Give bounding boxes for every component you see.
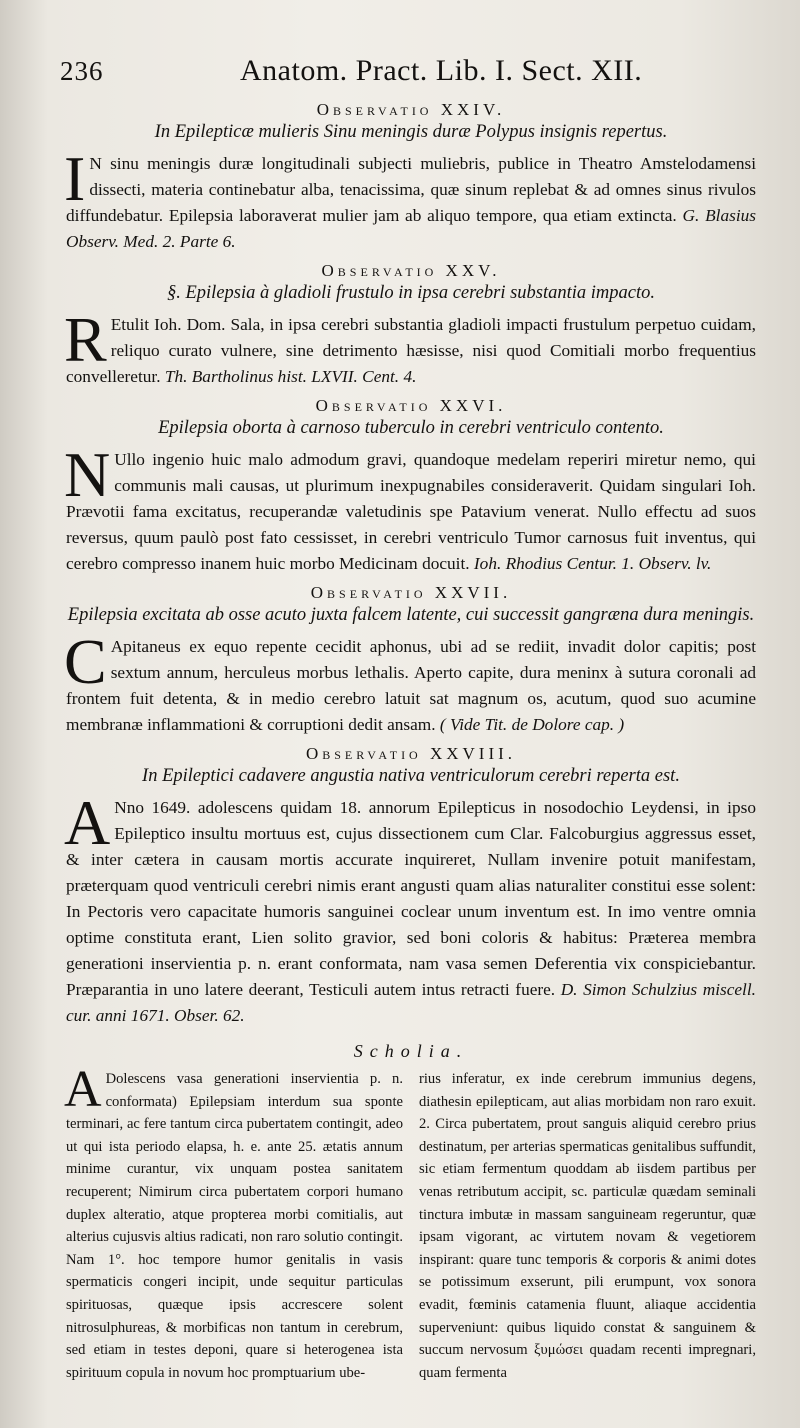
scholia-title: Scholia.	[353, 1041, 469, 1061]
observation-citation: ( Vide Tit. de Dolore cap. )	[439, 715, 625, 734]
drop-cap: R	[64, 304, 107, 375]
scholia-left-text: Dolescens vasa generationi inservientia p. n. conformata) Epilepsiam interdum sua sponte terminari, ac fere tantum circa pubertatem contingit, adeo ut qui ista periodo elapsa, h. e. ante 25. ætatis annum minime curantur, vix unquam postea sanitatem recuperent; Nimirum circa pubertatem corpori humano duplex alteratio, atque propterea morbi comitialis, aut alterius cujusvis altius radicati, non raro solutio contingit. Nam 1°. hoc tempore humor genitalis in vasis spermaticis congeri incipit, unde sequitur particulas spirituosas, quæque ipsis accrescere solent nitrosulphureas, & morbificas non tantum in cerebrum, sed etiam in testes deponi, quare si heterogenea ista spirituum copula in novum hoc promptuarium ube-	[66, 1071, 403, 1381]
observation-heading: Observatio XXVII.	[310, 583, 512, 602]
observation-28	[66, 744, 756, 1029]
drop-cap: N	[64, 439, 111, 510]
observation-25	[66, 261, 756, 390]
scholia-right-column	[419, 1068, 756, 1384]
observation-body	[64, 304, 756, 390]
observation-heading: Observatio XXIV.	[316, 100, 506, 119]
observation-citation: G. Blasius Observ. Med. 2. Parte 6.	[66, 206, 757, 251]
observation-citation: D. Simon Schulzius miscell. cur. anni 1671. Obser. 62.	[66, 980, 756, 1025]
observation-text: Etulit Ioh. Dom. Sala, in ipsa cerebri substantia gladioli impacti frustulum perpetuo cuidam, reliquo curato vulnere, sine detrimento hæsisse, nisi quod Comitiali morbo frequentius convelleretur.	[66, 315, 756, 386]
observation-text: Ullo ingenio huic malo admodum gravi, quandoque medelam reperiri miretur nemo, qui communis mali causas, ut plurimum inexpugnabiles consideraverit. Quidam singulari Ioh. Prævotii fama excitatus, recuperandæ valetudinis spe Patavium venerat. Nullo effectu ad suos reversus, quum paulò post fato cessisset, in cerebri ventriculo Tumor carnosus fuit inventus, qui cerebro compresso inanem huic morbo Medicinam docuit.	[66, 450, 756, 573]
observation-text: Nno 1649. adolescens quidam 18. annorum Epilepticus in nosodochio Leydensi, in ipso Epileptico insultu mortuus est, cujus dissectionem cum Clar. Falcoburgius aggressus esset, & inter cætera in causam mortis accurate inquireret, Nullam invenire potuit manifestam, præterquam quod ventriculi cerebri nimis erant angusti quam alias naturaliter constitui esse solent: In Pectoris vero capacitate humoris sanguinei coclear unum inventum est. In imo ventre omnia optime constituta erant, Lien solito gravior, sed boni coloris & habitus: Præterea membra generationi inservientia p. n. erant conformata, nam vasa semen Deferentia vix conspiciebantur. Præparantia in uno latere deerant, Testiculi autem intus retracti fuere.	[66, 798, 756, 999]
observation-heading: Observatio XXVIII.	[305, 744, 517, 763]
observation-subtitle: Epilepsia excitata ab osse acuto juxta falcem latente, cui successit gangræna dura meningis.	[67, 605, 755, 625]
observation-body	[64, 439, 756, 577]
scholia-section	[66, 1041, 756, 1384]
observation-body	[64, 787, 756, 1029]
observation-subtitle: In Epilepticæ mulieris Sinu meningis duræ Polypus insignis repertus.	[154, 122, 668, 142]
page-header	[60, 52, 756, 96]
scholia-columns	[64, 1061, 756, 1384]
scholia-right-text: rius inferatur, ex inde cerebrum immunius degens, diathesin epilepticam, aut alias morbidam non raro exuit. 2. Circa pubertatem, prout sanguis aliquid cerebro prius destinatum, per arterias spermaticas genitalibus suffundit, sic etiam fermentum quoddam ab iisdem partibus per venas retributum accipit, sc. particulæ quædam seminali tinctura imbutæ in massam sanguineam regeruntur, quæ ipsam vigorant, ac virtutem novam & vegetiorem inspirant: quare tunc temporis & corporis & animi dotes se potissimum exserunt, pili erumpunt, vox sonora evadit, fœminis catamenia fluunt, aliaque accidentia superveniunt: quibus liquido constat & sanguinem & succum nervosum ξυμώσει quadam recenti impregnari, quam fermenta	[419, 1071, 756, 1381]
drop-cap: C	[64, 626, 107, 697]
observation-text: N sinu meningis duræ longitudinali subjecti muliebris, publice in Theatro Amstelodamensi dissecti, materia continebatur alba, tenacissima, quæ sinum replebat & ad omnes sinus rivulos diffundebatur. Epilepsia laboraverat mulier jam ab aliquo tempore, qua etiam extincta.	[66, 154, 756, 225]
observation-body	[64, 626, 756, 738]
scholia-left-column	[64, 1061, 403, 1384]
observation-subtitle: §. Epilepsia à gladioli frustulo in ipsa cerebri substantia impacto.	[166, 283, 656, 303]
observation-heading: Observatio XXVI.	[315, 396, 507, 415]
drop-cap: I	[64, 143, 86, 214]
observation-text: Apitaneus ex equo repente cecidit aphonus, ubi ad se rediit, invadit dolor capitis; post sextum annum, herculeus morbus lethalis. Aperto capite, dura meninx à sutura coronali ad frontem fuit detenta, & in medio cerebro latuit sat magnum os, acutum, quod suo acumine membranæ inflammationi & corruptioni dedit ansam.	[66, 637, 756, 734]
observation-citation: Th. Bartholinus hist. LXVII. Cent. 4.	[164, 367, 417, 386]
observation-subtitle: Epilepsia oborta à carnoso tuberculo in cerebri ventriculo contento.	[158, 418, 664, 438]
page-number: 236	[60, 56, 104, 86]
drop-cap: A	[64, 1061, 102, 1118]
observation-26	[66, 396, 756, 577]
observation-27	[66, 583, 756, 738]
observation-subtitle: In Epileptici cadavere angustia nativa ventriculorum cerebri reperta est.	[142, 766, 680, 786]
running-head: Anatom. Pract. Lib. I. Sect. XII.	[240, 54, 643, 87]
drop-cap: A	[64, 787, 111, 858]
observation-heading: Observatio XXV.	[321, 261, 501, 280]
observation-body	[64, 143, 757, 255]
observation-24	[66, 100, 756, 255]
observation-citation: Ioh. Rhodius Centur. 1. Observ. lv.	[473, 554, 712, 573]
